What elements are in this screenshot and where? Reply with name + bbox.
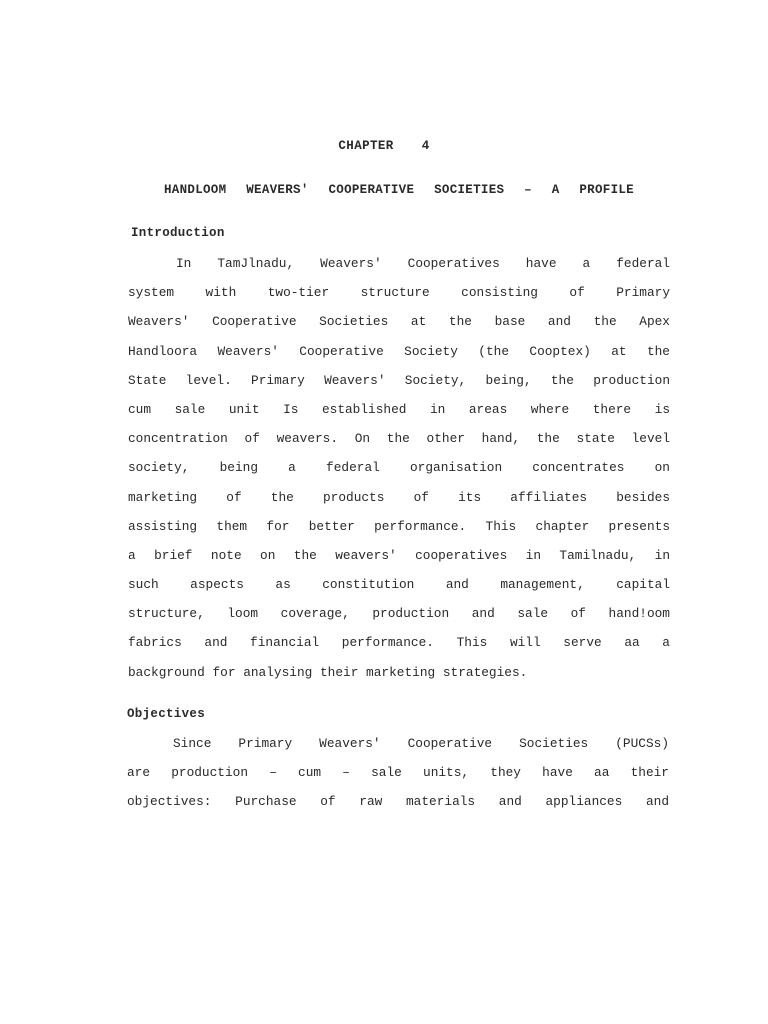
paragraph-line: Since Primary Weavers' Cooperative Societies (PUCSs) [173,736,669,751]
paragraph-line: cum sale unit Is established in areas where there is [128,401,670,417]
paragraph-line: system with two-tier structure consisting of Primary [128,285,670,301]
chapter-title: HANDLOOM WEAVERS' COOPERATIVE SOCIETIES – A PROFILE [164,183,634,197]
paragraph-line: structure, loom coverage, production and sale of hand!oom [128,606,670,622]
chapter-number: 4 [421,139,430,153]
objectives-paragraph [127,736,669,824]
paragraph-line: concentration of weavers. On the other hand, the state level [128,431,670,447]
paragraph-line: such aspects as constitution and management, capital [128,577,670,593]
paragraph-line: fabrics and financial performance. This will serve aa a [128,635,670,651]
paragraph-line: a brief note on the weavers' cooperatives in Tamilnadu, in [128,547,670,563]
paragraph-line: objectives: Purchase of raw materials and appliances and [127,794,669,810]
paragraph-line: In TamJlnadu, Weavers' Cooperatives have a federal [176,256,670,271]
section-heading-objectives: Objectives [127,707,206,721]
chapter-word: CHAPTER [338,139,394,153]
paragraph-line: are production – cum – sale units, they have aa their [127,765,669,781]
paragraph-line: marketing of the products of its affiliates besides [128,489,670,505]
introduction-paragraph [128,256,670,694]
paragraph-line: assisting them for better performance. This chapter presents [128,518,670,534]
chapter-label [0,139,768,153]
paragraph-line: Handloora Weavers' Cooperative Society (the Cooptex) at the [128,343,670,359]
paragraph-line: background for analysing their marketing strategies. [128,664,528,680]
paragraph-line: society, being a federal organisation concentrates on [128,460,670,476]
section-heading-introduction: Introduction [131,226,225,240]
paragraph-line: Weavers' Cooperative Societies at the base and the Apex [128,314,670,330]
paragraph-line: State level. Primary Weavers' Society, being, the production [128,372,670,388]
